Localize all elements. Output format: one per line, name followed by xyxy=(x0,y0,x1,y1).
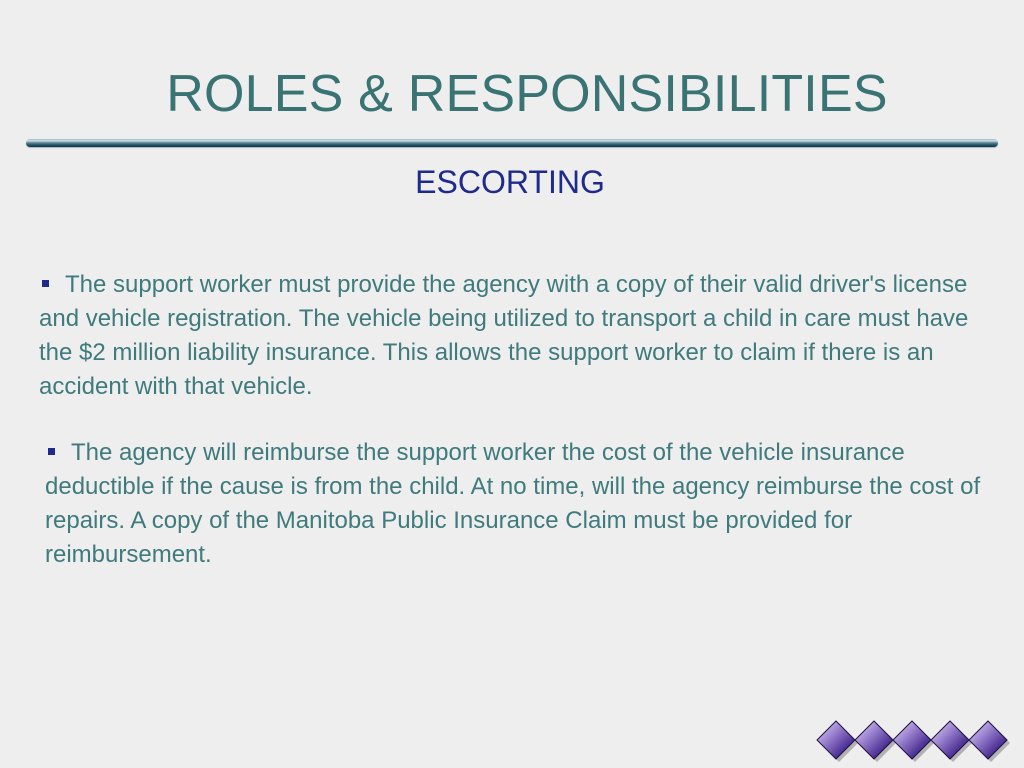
bullet-paragraph xyxy=(45,436,985,572)
title-divider xyxy=(26,139,998,147)
diamond-shape xyxy=(817,721,855,759)
bullet-paragraph xyxy=(39,268,989,404)
paragraph-text: The agency will reimburse the support worker the cost of the vehicle insurance deductible if the cause is from the child. At no time, will the agency reimburse the cost of repairs. A copy of the Manitoba Public Insurance Claim must be provided for reimbursement. xyxy=(45,439,981,568)
slide-subtitle: ESCORTING xyxy=(415,164,605,200)
diamond-shape xyxy=(931,721,969,759)
purple-diamonds-icon xyxy=(815,716,1020,766)
diamond-shape xyxy=(893,721,931,759)
square-bullet-icon xyxy=(48,448,55,455)
diamond-shape xyxy=(969,721,1007,759)
slide-title: ROLES & RESPONSIBILITIES xyxy=(166,65,888,123)
diamond-shape xyxy=(855,721,893,759)
square-bullet-icon xyxy=(42,280,49,287)
paragraph-text: The support worker must provide the agency with a copy of their valid driver's license and vehicle registration. The vehicle being utilized to transport a child in care must have the $2 million liability insurance. This allows the support worker to claim if there is an accident with that vehicle. xyxy=(39,271,969,400)
